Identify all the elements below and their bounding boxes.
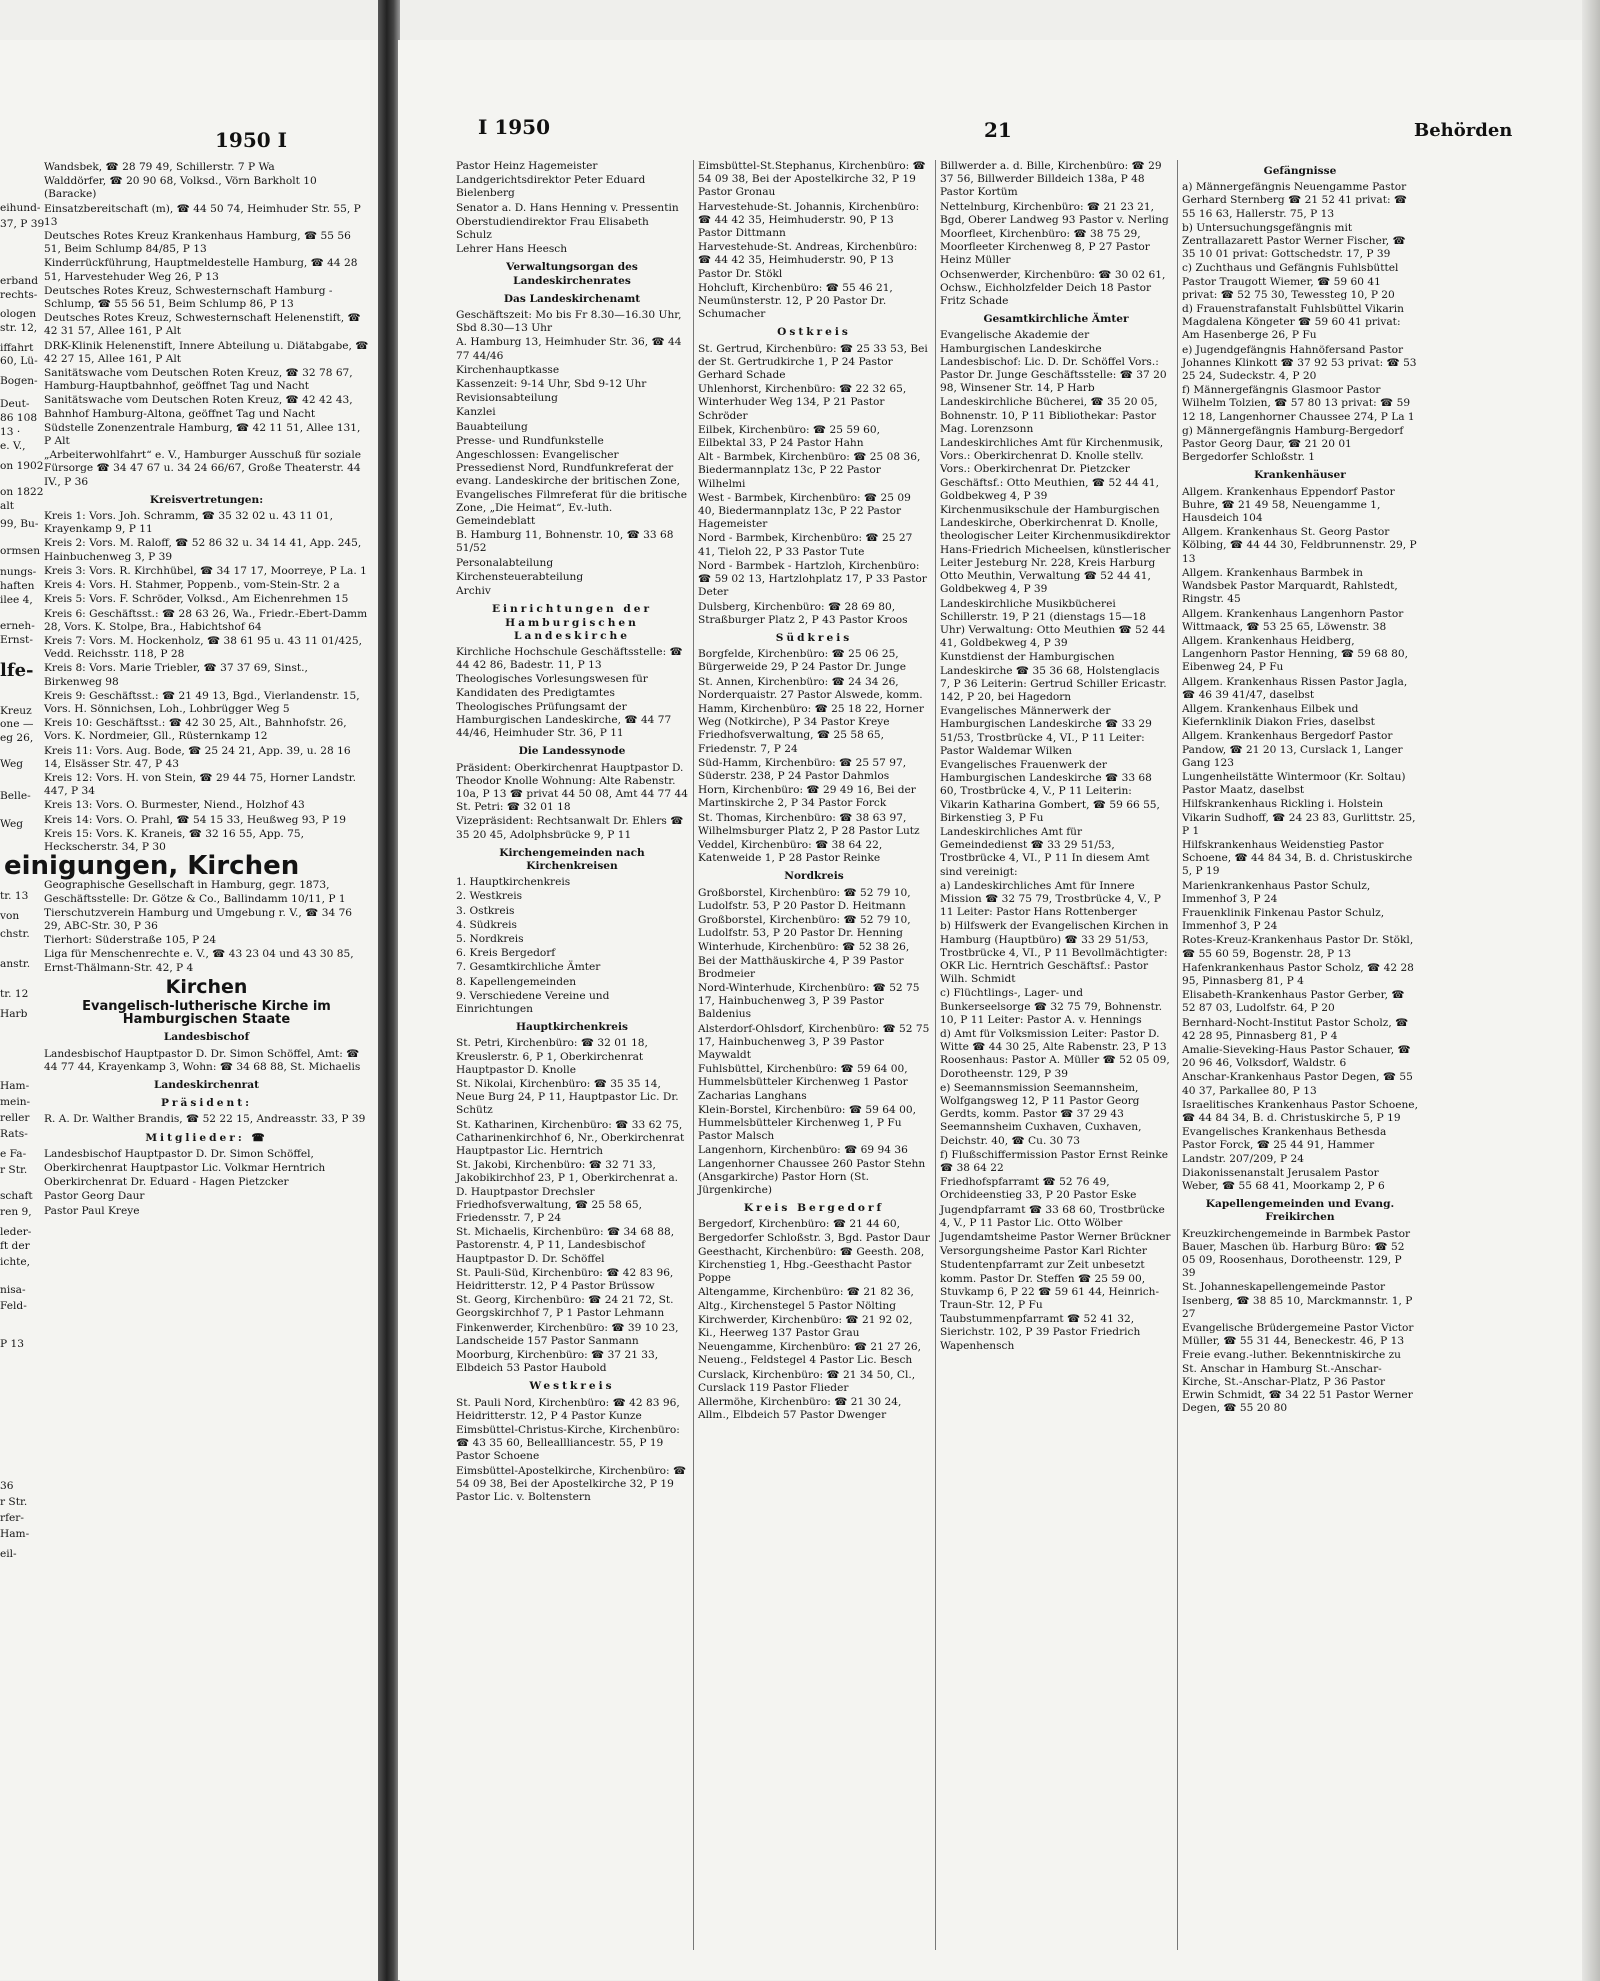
- institution-entry: Evangelische Brüdergemeine Pastor Victor Müller, ☎ 55 31 44, Beneckestr. 46, P 13: [1182, 1322, 1414, 1348]
- church-entry: Kirchenhauptkasse: [456, 363, 560, 376]
- church-entry: St. Petri, Kirchenbüro: ☎ 32 01 18, Kreuslerstr. 6, P 1, Oberkirchenrat Hauptpastor D. Knolle: [456, 1037, 648, 1076]
- church-entry: Archiv: [456, 585, 491, 598]
- institution-entry: St. Johanneskapellengemeinde Pastor Isenberg, ☎ 38 85 10, Marckmannstr. 1, P 27: [1182, 1281, 1413, 1320]
- church-entry: Horn, Kirchenbüro: ☎ 29 49 16, Bei der Martinskirche 2, P 34 Pastor Forck: [698, 784, 916, 810]
- church-entry: 3. Ostkreis: [456, 904, 515, 917]
- member-entry: Oberkirchenrat Dr. Eduard - Hagen Pietzcker: [44, 1176, 289, 1189]
- ev-lutheran-heading: Evangelisch-lutherische Kirche im Hamburgischen Staate: [82, 998, 331, 1028]
- church-entry: Geesthacht, Kirchenbüro: ☎ Geesth. 208, Kirchenstieg 1, Hbg.-Geesthacht Pastor Poppe: [698, 1245, 925, 1285]
- church-entry: St. Jakobi, Kirchenbüro: ☎ 32 71 33, Jakobikirchhof 23, P 1, Oberkirchenrat a. D. Hauptpastor Drechsler Friedhofsverwaltung, ☎ 25 58 65, Friedensstr. 7, P 24: [456, 1159, 679, 1225]
- office-entry: Jugendamtsheime Pastor Werner Brückner: [940, 1231, 1171, 1244]
- church-heading: Hauptkirchenkreis: [515, 1021, 629, 1034]
- office-entry: Ochsenwerder, Kirchenbüro: ☎ 30 02 61, Ochsw., Eichholzfelder Deich 18 Pastor Fritz Schade: [940, 268, 1166, 308]
- margin-fragment: nungs-: [0, 566, 37, 578]
- church-entry: 8. Kapellengemeinden: [456, 975, 577, 988]
- margin-fragment: on 1902: [0, 460, 44, 472]
- church-entry: West - Barmbek, Kirchenbüro: ☎ 25 09 40, Biedermannplatz 13c, P 22 Pastor Hagemeister: [698, 491, 911, 531]
- page-edge: [1582, 0, 1600, 1981]
- church-entry: Kanzlei: [456, 406, 496, 419]
- left-page: [0, 40, 380, 1980]
- margin-fragment: 86 108: [0, 412, 38, 424]
- office-entry: Landeskirchliches Amt für Gemeindedienst ☎ 33 29 51/53, Trostbrücke 4, VI., P 11 In diesem Amt sind vereinigt:: [940, 825, 1150, 878]
- margin-fragment: mein-: [0, 1096, 31, 1108]
- church-entry: Oberstudiendirektor Frau Elisabeth Schulz: [456, 215, 649, 242]
- margin-fragment: tr. 13: [0, 890, 29, 902]
- church-heading: Das Landeskirchenamt: [503, 292, 641, 305]
- member-entry: Landesbischof Hauptpastor D. Dr. Simon Schöffel,: [44, 1147, 314, 1160]
- mitglieder-heading: Mitglieder: ☎: [145, 1131, 268, 1144]
- office-heading: Gesamtkirchliche Ämter: [983, 313, 1129, 326]
- church-entry: Landgerichtsdirektor Peter Eduard Bielenberg: [456, 174, 646, 200]
- church-entry: A. Hamburg 13, Heimhuder Str. 36, ☎ 44 77 44/46: [456, 336, 682, 362]
- office-entry: Billwerder a. d. Bille, Kirchenbüro: ☎ 29 37 56, Billwerder Billdeich 138a, P 48 Pastor Kortüm: [940, 160, 1162, 199]
- church-entry: Bauabteilung: [456, 420, 528, 433]
- margin-fragment: Weg: [0, 758, 24, 770]
- margin-fragment: P 13: [0, 1338, 24, 1350]
- margin-fragment: Belle-: [0, 790, 31, 802]
- directory-entry: Deutsches Rotes Kreuz, Schwesternschaft Hamburg - Schlump, ☎ 55 56 51, Beim Schlump 86, P 13: [44, 284, 333, 311]
- directory-entry: Kreis 10: Geschäftsst.: ☎ 42 30 25, Alt., Bahnhofstr. 26, Vors. K. Nordmeier, Gll., Rüsternkamp 12: [44, 717, 347, 743]
- church-entry: Harvestehude-St. Andreas, Kirchenbüro: ☎ 44 42 35, Heimhuderstr. 90, P 13 Pastor Dr. Stökl: [698, 241, 918, 280]
- institution-entry: Rotes-Kreuz-Krankenhaus Pastor Dr. Stökl, ☎ 55 60 59, Bogenstr. 28, P 13: [1182, 934, 1414, 960]
- landesbischof-heading: Landesbischof: [163, 1031, 250, 1044]
- office-entry: a) Landeskirchliches Amt für Innere Mission ☎ 32 75 79, Trostbrücke 4, V., P 11 Leiter: Pastor Hans Rottenberger: [940, 879, 1161, 919]
- office-entry: Studentenpfarramt zur Zeit unbesetzt komm. Pastor Dr. Steffen ☎ 25 59 00, Stuvkamp 6, P 22 ☎ 59 61 44, Heinrich-Traun-Str. 12, P Fu: [940, 1259, 1160, 1312]
- margin-fragment: Ham-: [0, 1528, 30, 1540]
- institution-entry: Evangelisches Krankenhaus Bethesda Pastor Forck, ☎ 25 44 91, Hammer Landstr. 207/209, P 24: [1182, 1126, 1387, 1165]
- member-entry: Pastor Georg Daur: [44, 1190, 145, 1203]
- margin-fragment: chstr.: [0, 928, 30, 940]
- directory-entry: Wandsbek, ☎ 28 79 49, Schillerstr. 7 P Wa: [44, 161, 275, 173]
- margin-fragment: lfe-: [0, 660, 34, 681]
- margin-fragment: Bogen-: [0, 375, 38, 387]
- margin-fragment: ilee 4,: [0, 594, 33, 606]
- kirchen-heading: Kirchen: [165, 975, 248, 998]
- church-entry: 9. Verschiedene Vereine und Einrichtungen: [456, 989, 610, 1015]
- office-entry: Moorfleet, Kirchenbüro: ☎ 38 75 29, Moorfleeter Kirchenweg 8, P 27 Pastor Heinz Müller: [940, 228, 1150, 267]
- church-entry: Personalabteilung: [456, 556, 554, 569]
- church-heading: Ostkreis: [777, 326, 851, 339]
- margin-fragment: Feld-: [0, 1300, 27, 1312]
- right-column-4: [1182, 160, 1418, 1416]
- church-entry: St. Georg, Kirchenbüro: ☎ 24 21 72, St. Georgskirchhof 7, P 1 Pastor Lehmann: [456, 1294, 674, 1320]
- directory-entry: Kreis 7: Vors. M. Hockenholz, ☎ 38 61 95 u. 43 11 01/425, Vedd. Reichsstr. 118, P 28: [44, 634, 362, 661]
- directory-entry: Kreis 3: Vors. R. Kirchhübel, ☎ 34 17 17, Moorreye, P La. 1: [44, 564, 367, 577]
- institution-entry: Allgem. Krankenhaus Eppendorf Pastor Buhre, ☎ 21 49 58, Neuengamme 1, Hausdeich 104: [1182, 485, 1395, 525]
- column-rule: [693, 160, 694, 1950]
- church-heading: Nordkreis: [784, 870, 844, 883]
- institution-entry: Israelitisches Krankenhaus Pastor Schoene, ☎ 44 84 34, B. d. Christuskirche 5, P 19: [1182, 1098, 1418, 1125]
- church-entry: Großborstel, Kirchenbüro: ☎ 52 79 10, Ludolfstr. 53, P 20 Pastor D. Heitmann: [698, 886, 911, 912]
- margin-fragment: Ernst-: [0, 634, 33, 646]
- church-entry: St. Nikolai, Kirchenbüro: ☎ 35 35 14, Neue Burg 24, P 11, Hauptpastor Lic. Dr. Schütz: [456, 1078, 679, 1117]
- office-entry: d) Amt für Volksmission Leiter: Pastor D. Witte ☎ 44 30 25, Alte Rabenstr. 23, P 13 Roosenhaus: Pastor A. Müller ☎ 52 05 09, Dorotheenstr. 129, P 39: [940, 1028, 1170, 1080]
- margin-fragment: reller: [0, 1112, 30, 1124]
- directory-entry: Walddörfer, ☎ 20 90 68, Volksd., Vörn Barkholt 10 (Baracke): [44, 175, 317, 201]
- institution-entry: Frauenklinik Finkenau Pastor Schulz, Immenhof 3, P 24: [1182, 906, 1385, 933]
- church-heading: Verwaltungsorgan des Landeskirchenrates: [506, 261, 638, 287]
- institution-entry: b) Untersuchungsgefängnis mit Zentrallazarett Pastor Werner Fischer, ☎ 35 10 01 privat: Gottschedstr. 17, P 39: [1182, 221, 1406, 261]
- left-page-header: 1950 I: [215, 128, 287, 152]
- section-heading-vereinigungen: einigungen, Kirchen: [4, 851, 300, 882]
- directory-heading: Kreisvertretungen:: [149, 493, 264, 506]
- church-entry: Revisionsabteilung: [456, 392, 558, 405]
- institution-entry: Hilfskrankenhaus Weidenstieg Pastor Schoene, ☎ 44 84 34, B. d. Christuskirche 5, P 19: [1182, 838, 1413, 878]
- church-entry: Großborstel, Kirchenbüro: ☎ 52 79 10, Ludolfstr. 53, P 20 Pastor Dr. Henning: [698, 913, 911, 940]
- page-number: 21: [984, 118, 1012, 142]
- margin-fragment: Weg: [0, 818, 24, 830]
- margin-fragment: r Str.: [0, 1164, 28, 1176]
- institution-entry: Kreuzkirchengemeinde in Barmbek Pastor Bauer, Maschen üb. Harburg Büro: ☎ 52 05 09, Roosenhaus, Dorotheenstr. 129, P 39: [1182, 1227, 1411, 1280]
- margin-fragment: Harb: [0, 1008, 28, 1020]
- margin-fragment: on 1822: [0, 486, 44, 498]
- column-rule: [1177, 160, 1178, 1950]
- church-entry: 2. Westkreis: [456, 890, 523, 903]
- margin-fragment: 13 ·: [0, 426, 21, 438]
- institution-entry: Marienkrankenhaus Pastor Schulz, Immenhof 3, P 24: [1182, 879, 1371, 905]
- directory-entry: Kreis 6: Geschäftsst.: ☎ 28 63 26, Wa., Friedr.-Ebert-Damm 28, Vors. K. Stolpe, Bra., Habichtshof 64: [44, 607, 368, 633]
- office-entry: Evangelisches Frauenwerk der Hamburgischen Landeskirche ☎ 33 68 60, Trostbrücke 4, V., P 11 Leiterin: Vikarin Katharina Gombert, ☎ 59 66 55, Birkenstieg 3, P Fu: [940, 758, 1160, 824]
- church-entry: Uhlenhorst, Kirchenbüro: ☎ 22 32 65, Winterhuder Weg 134, P 21 Pastor Schröder: [698, 383, 907, 422]
- institution-entry: Allgem. Krankenhaus Eilbek und Kiefernklinik Diakon Fries, daselbst: [1182, 702, 1375, 729]
- column-rule: [935, 160, 936, 1950]
- margin-fragment: ft der: [0, 1240, 30, 1252]
- directory-entry: Kinderrückführung, Hauptmeldestelle Hamburg, ☎ 44 28 51, Harvestehuder Weg 26, P 13: [44, 257, 358, 283]
- margin-fragment: rfer-: [0, 1512, 24, 1524]
- margin-fragment: e Fa-: [0, 1148, 27, 1160]
- church-entry: St. Pauli Nord, Kirchenbüro: ☎ 42 83 96, Heidritterstr. 12, P 4 Pastor Kunze: [456, 1396, 680, 1422]
- church-entry: Alt - Barmbek, Kirchenbüro: ☎ 25 08 36, Biedermannplatz 13c, P 22 Pastor Wilhelmi: [698, 451, 921, 490]
- church-entry: Geschäftszeit: Mo bis Fr 8.30—16.30 Uhr, Sbd 8.30—13 Uhr: [456, 309, 682, 335]
- directory-entry: Kreis 9: Geschäftsst.: ☎ 21 49 13, Bgd., Vierlandenstr. 15, Vors. H. Sönnichsen, Loh., Lohbrügger Weg 5: [44, 689, 360, 715]
- church-entry: St. Pauli-Süd, Kirchenbüro: ☎ 42 83 96, Heidritterstr. 12, P 4 Pastor Brüssow: [456, 1266, 674, 1293]
- office-entry: Versorgungsheime Pastor Karl Richter: [940, 1245, 1147, 1258]
- margin-fragment: 99, Bu-: [0, 518, 39, 530]
- margin-fragment: anstr.: [0, 958, 31, 970]
- margin-fragment: nisa-: [0, 1284, 26, 1296]
- margin-fragment: erband: [0, 275, 39, 287]
- office-entry: Friedhofspfarramt ☎ 52 76 49, Orchideenstieg 33, P 20 Pastor Eske: [940, 1176, 1137, 1202]
- church-entry: 7. Gesamtkirchliche Ämter: [456, 961, 601, 974]
- office-entry: Evangelische Akademie der Hamburgischen Landeskirche Landesbischof: Lic. D. Dr. Schöffel Vors.: Pastor Dr. Junge Geschäftsstelle: ☎ 37 20 98, Winsener Str. 14, P Harb: [940, 329, 1167, 395]
- institution-entry: c) Zuchthaus und Gefängnis Fuhlsbüttel Pastor Traugott Wiemer, ☎ 59 60 41 privat: ☎ 52 75 30, Tewessteg 10, P 20: [1182, 262, 1399, 301]
- directory-entry: Kreis 12: Vors. H. von Stein, ☎ 29 44 75, Horner Landstr. 447, P 34: [44, 771, 356, 798]
- church-entry: St. Thomas, Kirchenbüro: ☎ 38 63 97, Wilhelmsburger Platz 2, P 28 Pastor Lutz: [698, 811, 920, 837]
- church-entry: Bergedorf, Kirchenbüro: ☎ 21 44 60, Bergedorfer Schloßstr. 3, Bgd. Pastor Daur: [698, 1218, 930, 1244]
- directory-entry: Kreis 8: Vors. Marie Triebler, ☎ 37 37 69, Sinst., Birkenweg 98: [44, 662, 308, 688]
- book-gutter: [378, 0, 400, 1981]
- institution-entry: g) Männergefängnis Hamburg-Bergedorf Pastor Georg Daur, ☎ 21 20 01 Bergedorfer Schloßstr. 1: [1182, 424, 1404, 464]
- institution-entry: f) Männergefängnis Glasmoor Pastor Wilhelm Tolzien, ☎ 57 80 13 privat: ☎ 59 12 18, Langenhorner Chaussee 274, P La 1: [1182, 384, 1415, 423]
- institution-entry: Elisabeth-Krankenhaus Pastor Gerber, ☎ 52 87 03, Ludolfstr. 64, P 20: [1182, 989, 1405, 1015]
- institution-entry: Hilfskrankenhaus Rickling i. Holstein Vikarin Sudhoff, ☎ 24 23 83, Gurlittstr. 25, P 1: [1182, 798, 1416, 837]
- landeskirchenrat-heading: Landeskirchenrat: [153, 1079, 259, 1091]
- church-entry: Vizepräsident: Rechtsanwalt Dr. Ehlers ☎ 35 20 45, Adolphsbrücke 9, P 11: [456, 815, 684, 841]
- institution-entry: e) Jugendgefängnis Hahnöfersand Pastor Johannes Klinkott ☎ 37 92 53 privat: ☎ 53 25 24, Sudeckstr. 4, P 20: [1182, 343, 1417, 383]
- right-page: [398, 40, 1600, 1980]
- church-entry: Curslack, Kirchenbüro: ☎ 21 34 50, Cl., Curslack 119 Pastor Flieder: [698, 1368, 916, 1394]
- right-column-2: [698, 160, 930, 1423]
- office-entry: Landeskirchliche Musikbücherei Schillerstr. 19, P 21 (dienstags 15—18 Uhr) Verwaltung: Otto Meuthien ☎ 52 44 41, Goldbekweg 4, P 39: [940, 597, 1166, 650]
- directory-entry: Sanitätswache vom Deutschen Roten Kreuz, ☎ 32 78 67, Hamburg-Hauptbahnhof, geöffnet Tag und Nacht: [44, 367, 353, 393]
- office-entry: Taubstummenpfarramt ☎ 52 41 32, Sierichstr. 102, P 39 Pastor Friedrich Wapenhensch: [940, 1313, 1141, 1352]
- church-entry: Eimsbüttel-Apostelkirche, Kirchenbüro: ☎ 54 09 38, Bei der Apostelkirche 32, P 19 Pastor Lic. v. Boltenstern: [456, 1464, 687, 1504]
- margin-fragment: 37, P 39: [0, 218, 45, 230]
- church-entry: Hohcluft, Kirchenbüro: ☎ 55 46 21, Neumünsterstr. 12, P 20 Pastor Dr. Schumacher: [698, 281, 893, 321]
- church-entry: Harvestehude-St. Johannis, Kirchenbüro: ☎ 44 42 35, Heimhuderstr. 90, P 13 Pastor Dittmann: [698, 200, 920, 240]
- church-entry: St. Michaelis, Kirchenbüro: ☎ 34 68 88, Pastorenstr. 4, P 11, Landesbischof Hauptpastor D. Dr. Schöffel: [456, 1226, 675, 1265]
- directory-entry: Kreis 5: Vors. F. Schröder, Volksd., Am Eichenrehmen 15: [44, 593, 349, 606]
- directory-entry: Kreis 1: Vors. Joh. Schramm, ☎ 35 32 02 u. 43 11 01, Krayenkamp 9, P 11: [44, 510, 334, 536]
- church-entry: Borgfelde, Kirchenbüro: ☎ 25 06 25, Bürgerweide 29, P 24 Pastor Dr. Junge: [698, 648, 907, 674]
- institution-entry: Lungenheilstätte Wintermoor (Kr. Soltau) Pastor Maatz, daselbst: [1182, 770, 1406, 797]
- directory-entry: Kreis 4: Vors. H. Stahmer, Poppenb., vom-Stein-Str. 2 a: [44, 579, 340, 592]
- margin-fragment: eil-: [0, 1548, 17, 1560]
- margin-fragment: Ham-: [0, 1080, 30, 1092]
- office-entry: b) Hilfswerk der Evangelischen Kirchen in Hamburg (Hauptbüro) ☎ 33 29 51/53, Trostbrücke 4, VI., P 11 Bevollmächtigter: OKR Lic. Herntrich Geschäftsf.: Pastor Wilh. Schmidt: [940, 920, 1169, 986]
- church-entry: Nord - Barmbek, Kirchenbüro: ☎ 25 27 41, Tieloh 22, P 33 Pastor Tute: [698, 532, 913, 558]
- church-entry: Alsterdorf-Ohlsdorf, Kirchenbüro: ☎ 52 75 17, Hainbuchenweg 3, P 39 Pastor Maywaldt: [698, 1022, 930, 1061]
- institution-entry: Diakonissenanstalt Jerusalem Pastor Weber, ☎ 55 68 41, Moorkamp 2, P 6: [1182, 1166, 1385, 1193]
- church-entry: 5. Nordkreis: [456, 932, 524, 945]
- margin-fragment: ologen: [0, 308, 37, 320]
- institution-entry: Amalie-Sieveking-Haus Pastor Schauer, ☎ 20 96 46, Volksdorf, Waldstr. 6: [1182, 1044, 1411, 1070]
- church-entry: St. Katharinen, Kirchenbüro: ☎ 33 62 75, Catharinenkirchhof 6, Nr., Oberkirchenrat Hauptpastor Lic. Herntrich: [456, 1118, 685, 1158]
- directory-entry: Deutsches Rotes Kreuz, Schwesternschaft Helenenstift, ☎ 42 31 57, Allee 161, P Alt: [44, 312, 361, 338]
- church-entry: Veddel, Kirchenbüro: ☎ 38 64 22, Katenweide 1, P 28 Pastor Reinke: [698, 838, 883, 865]
- church-entry: St. Annen, Kirchenbüro: ☎ 24 34 26, Norderquaistr. 27 Pastor Alswede, komm.: [698, 675, 923, 701]
- church-entry: Pastor Heinz Hagemeister: [456, 160, 598, 172]
- church-entry: Senator a. D. Hans Henning v. Pressentin: [456, 201, 679, 214]
- church-entry: Hamm, Kirchenbüro: ☎ 25 18 22, Horner Weg (Notkirche), P 34 Pastor Kreye Friedhofsverwaltung, ☎ 25 58 65, Friedenstr. 7, P 24: [698, 702, 924, 755]
- church-entry: B. Hamburg 11, Bohnenstr. 10, ☎ 33 68 51/52: [456, 529, 674, 555]
- margin-fragment: haften: [0, 580, 35, 592]
- directory-entry: Kreis 2: Vors. M. Raloff, ☎ 52 86 32 u. 34 14 41, App. 245, Hainbuchenweg 3, P 39: [44, 537, 362, 563]
- church-entry: Nord - Barmbek - Hartzloh, Kirchenbüro: ☎ 59 02 13, Hartzlohplatz 17, P 33 Pastor Deter: [698, 559, 927, 599]
- margin-fragment: ichte,: [0, 1256, 31, 1268]
- institution-heading: Krankenhäuser: [1254, 469, 1346, 482]
- margin-fragment: 36: [0, 1480, 14, 1492]
- margin-fragment: eihund-: [0, 202, 41, 214]
- church-entry: Fuhlsbüttel, Kirchenbüro: ☎ 59 64 00, Hummelsbütteler Kirchenweg 1 Pastor Zacharias Langhans: [698, 1063, 908, 1102]
- margin-fragment: Kreuz: [0, 705, 32, 717]
- office-entry: Landeskirchliches Amt für Kirchenmusik, Vors.: Oberkirchenrat D. Knolle stellv. Vors.: Oberkirchenrat Dr. Pietzcker Geschäftsf.: Otto Meuthien, ☎ 52 44 41, Goldbekweg 4, P 39: [940, 437, 1164, 502]
- church-entry: Kirchliche Hochschule Geschäftsstelle: ☎ 44 42 86, Badestr. 11, P 13: [456, 645, 683, 672]
- member-entry: Pastor Paul Kreye: [44, 1204, 140, 1217]
- church-entry: Finkenwerder, Kirchenbüro: ☎ 39 10 23, Landscheide 157 Pastor Sanmann: [456, 1321, 679, 1347]
- institution-entry: Allgem. Krankenhaus Barmbek in Wandsbek Pastor Marquardt, Rahlstedt, Ringstr. 45: [1182, 566, 1398, 606]
- institution-entry: Allgem. Krankenhaus Langenhorn Pastor Wittmaack, ☎ 53 25 65, Löwenstr. 38: [1182, 607, 1404, 633]
- church-entry: 1. Hauptkirchenkreis: [456, 876, 571, 889]
- right-column-3: [940, 160, 1172, 1354]
- margin-fragment: leder-: [0, 1226, 32, 1238]
- institution-entry: Anschar-Krankenhaus Pastor Degen, ☎ 55 40 37, Parkallee 80, P 13: [1182, 1071, 1413, 1097]
- office-entry: Nettelnburg, Kirchenbüro: ☎ 21 23 21, Bgd, Oberer Landweg 93 Pastor v. Nerling: [940, 200, 1169, 226]
- office-entry: e) Seemannsmission Seemannsheim, Wolfgangsweg 12, P 11 Pastor Georg Gerdts, komm. Pastor ☎ 37 29 43 Seemannsheim Cuxhaven, Cuxhaven, Deichstr. 40, ☎ Cu. 30 73: [940, 1081, 1142, 1147]
- section-title: Behörden: [1414, 120, 1513, 141]
- margin-fragment: ormsen: [0, 545, 41, 557]
- margin-fragment: erneh-: [0, 620, 35, 632]
- praesident-entry: R. A. Dr. Walther Brandis, ☎ 52 22 15, Andreasstr. 33, P 39: [44, 1113, 366, 1126]
- margin-fragment: one —: [0, 718, 34, 730]
- directory-entry: Sanitätswache vom Deutschen Roten Kreuz, ☎ 42 42 43, Bahnhof Hamburg-Altona, geöffnet Tag und Nacht: [44, 394, 353, 420]
- margin-fragment: rechts-: [0, 289, 38, 301]
- church-entry: Presse- und Rundfunkstelle: [456, 434, 604, 447]
- office-entry: Kirchenmusikschule der Hamburgischen Landeskirche, Oberkirchenrat D. Knolle, theologischer Leiter Kirchenmusikdirektor Hans-Friedrich Micheelsen, künstlerischer Leiter Jesteburg Nr. 228, Kreis Harburg Otto Meuthin, Verwaltung ☎ 52 44 41, Goldbekweg 4, P 39: [940, 504, 1171, 596]
- margin-fragment: 60, Lü-: [0, 355, 38, 367]
- society-entry: Tierschutzverein Hamburg und Umgebung r. V., ☎ 34 76 29, ABC-Str. 30, P 36: [44, 906, 353, 932]
- directory-entry: Südstelle Zonenzentrale Hamburg, ☎ 42 11 51, Allee 131, P Alt: [44, 421, 361, 448]
- institution-entry: Freie evang.-luther. Bekenntniskirche zu St. Anschar in Hamburg St.-Anschar-Kirche, St.-Anschar-Platz, P 36 Pastor Erwin Schmidt, ☎ 34 22 51 Pastor Werner Degen, ☎ 55 20 80: [1182, 1349, 1413, 1415]
- margin-fragment: eg 26,: [0, 732, 34, 744]
- directory-entry: Deutsches Rotes Kreuz Krankenhaus Hamburg, ☎ 55 56 51, Beim Schlump 84/85, P 13: [44, 230, 351, 256]
- church-entry: Lehrer Hans Heesch: [456, 243, 568, 256]
- church-entry: Angeschlossen: Evangelischer Pressedienst Nord, Rundfunkreferat der evang. Landeskirche der britischen Zone, Evangelisches Filmreferat für die britische Zone, „Die Heimat“, Ev.-luth. Gemeindeblatt: [456, 449, 687, 528]
- institution-entry: Allgem. Krankenhaus St. Georg Pastor Kölbing, ☎ 44 44 30, Feldbrunnenstr. 29, P 13: [1182, 526, 1417, 565]
- institution-heading: Gefängnisse: [1263, 165, 1337, 177]
- landesbischof-entry: Landesbischof Hauptpastor D. Dr. Simon Schöffel, Amt: ☎ 44 77 44, Krayenkamp 3, Wohn: ☎ 34 68 88, St. Michaelis: [44, 1047, 361, 1073]
- church-entry: St. Gertrud, Kirchenbüro: ☎ 25 33 53, Bei der St. Gertrudkirche 1, P 24 Pastor Gerhard Schade: [698, 342, 928, 382]
- church-entry: Kirchensteuerabteilung: [456, 570, 584, 583]
- church-heading: Südkreis: [775, 631, 853, 644]
- margin-fragment: r Str.: [0, 1496, 28, 1508]
- church-entry: Theologisches Prüfungsamt der Hamburgischen Landeskirche, ☎ 44 77 44/46, Heimhuder Str. 36, P 11: [456, 700, 672, 740]
- church-entry: Moorburg, Kirchenbüro: ☎ 37 21 33, Elbdeich 53 Pastor Haubold: [456, 1349, 659, 1375]
- church-entry: Kirchwerder, Kirchenbüro: ☎ 21 92 02, Ki., Heerweg 137 Pastor Grau: [698, 1313, 913, 1340]
- office-entry: Evangelisches Männerwerk der Hamburgischen Landeskirche ☎ 33 29 51/53, Trostbrücke 4, VI., P 11 Leiter: Pastor Waldemar Wilken: [940, 705, 1152, 757]
- member-entry: Oberkirchenrat Hauptpastor Lic. Volkmar Herntrich: [44, 1162, 326, 1175]
- margin-fragment: alt: [0, 500, 14, 512]
- institution-entry: d) Frauenstrafanstalt Fuhlsbüttel Vikarin Magdalena Köngeter ☎ 59 60 41 privat: Am Hasenberge 26, P Fu: [1182, 303, 1404, 342]
- directory-entry: Einsatzbereitschaft (m), ☎ 44 50 74, Heimhuder Str. 55, P 13: [44, 202, 361, 228]
- office-entry: Jugendpfarramt ☎ 33 68 60, Trostbrücke 4, V., P 11 Pastor Lic. Otto Wölber: [940, 1203, 1165, 1229]
- directory-entry: Kreis 11: Vors. Aug. Bode, ☎ 25 24 21, App. 39, u. 28 16 14, Elsässer Str. 47, P 43: [44, 744, 351, 770]
- church-entry: Kassenzeit: 9-14 Uhr, Sbd 9-12 Uhr: [456, 378, 647, 391]
- margin-fragment: Deut-: [0, 398, 30, 410]
- church-entry: Langenhorn, Kirchenbüro: ☎ 69 94 36 Langenhorner Chaussee 260 Pastor Stehn (Ansgarkirche) Pastor Horn (St. Jürgenkirche): [698, 1144, 926, 1197]
- directory-entry: DRK-Klinik Helenenstift, Innere Abteilung u. Diätabgabe, ☎ 42 27 15, Allee 161, P Alt: [44, 339, 369, 365]
- church-entry: Winterhude, Kirchenbüro: ☎ 52 38 26, Bei der Matthäuskirche 4, P 39 Pastor Brodmeier: [698, 941, 910, 980]
- church-entry: 6. Kreis Bergedorf: [456, 947, 556, 960]
- church-entry: Eilbek, Kirchenbüro: ☎ 25 59 60, Eilbektal 33, P 24 Pastor Hahn: [698, 423, 881, 450]
- institution-entry: a) Männergefängnis Neuengamme Pastor Gerhard Sternberg ☎ 21 52 41 privat: ☎ 55 16 63, Hallerstr. 75, P 13: [1182, 181, 1408, 220]
- office-entry: Kunstdienst der Hamburgischen Landeskirche ☎ 35 36 68, Holstenglacis 7, P 36 Leiterin: Gertrud Schiller Ericastr. 142, P 20, bei Hagedorn: [940, 651, 1167, 703]
- church-entry: Allermöhe, Kirchenbüro: ☎ 21 30 24, Allm., Elbdeich 57 Pastor Dwenger: [698, 1396, 902, 1422]
- institution-entry: Bernhard-Nocht-Institut Pastor Scholz, ☎ 42 28 95, Pinnasberg 81, P 4: [1182, 1016, 1409, 1042]
- right-column-1: [456, 160, 688, 1505]
- church-heading: Die Landessynode: [518, 745, 626, 758]
- directory-entry: Kreis 13: Vors. O. Burmester, Niend., Holzhof 43: [44, 799, 305, 812]
- church-entry: Eimsbüttel-St.Stephanus, Kirchenbüro: ☎ 54 09 38, Bei der Apostelkirche 32, P 19 Pastor Gronau: [698, 160, 926, 199]
- margin-fragment: Rats-: [0, 1128, 28, 1140]
- margin-fragment: e. V.,: [0, 440, 26, 452]
- church-entry: Altengamme, Kirchenbüro: ☎ 21 82 36, Altg., Kirchenstegel 5 Pastor Nölting: [698, 1286, 914, 1312]
- right-page-header-year: I 1950: [478, 115, 550, 139]
- church-entry: Neuengamme, Kirchenbüro: ☎ 21 27 26, Neueng., Feldstegel 4 Pastor Lic. Besch: [698, 1341, 921, 1367]
- society-entry: Geographische Gesellschaft in Hamburg, gegr. 1873, Geschäftsstelle: Dr. Götze & Co., Ballindamm 10/11, P 1: [44, 879, 346, 905]
- church-heading: Kirchengemeinden nach Kirchenkreisen: [499, 846, 645, 872]
- directory-entry: Kreis 15: Vors. K. Kraneis, ☎ 32 16 55, App. 75, Heckscherstr. 34, P 30: [44, 827, 305, 853]
- praesident-heading: Präsident:: [160, 1097, 253, 1110]
- church-entry: Dulsberg, Kirchenbüro: ☎ 28 69 80, Straßburger Platz 2, P 43 Pastor Kroos: [698, 600, 908, 626]
- church-entry: Präsident: Oberkirchenrat Hauptpastor D. Theodor Knolle Wohnung: Alte Rabenstr. 10a, P 13 ☎ privat 44 50 08, Amt 44 77 44 St. Petri: ☎ 32 01 18: [456, 761, 689, 814]
- church-entry: 4. Südkreis: [456, 918, 517, 931]
- church-heading: Einrichtungen der Hamburgischen Landeskirche: [491, 603, 653, 642]
- society-entry: Liga für Menschenrechte e. V., ☎ 43 23 04 und 43 30 85, Ernst-Thälmann-Str. 42, P 4: [44, 948, 354, 974]
- directory-entry: Kreis 14: Vors. O. Prahl, ☎ 54 15 33, Heußweg 93, P 19: [44, 813, 346, 826]
- institution-entry: Allgem. Krankenhaus Rissen Pastor Jagla, ☎ 46 39 41/47, daselbst: [1182, 675, 1408, 701]
- society-entry: Tierhort: Süderstraße 105, P 24: [44, 934, 217, 947]
- church-entry: Nord-Winterhude, Kirchenbüro: ☎ 52 75 17, Hainbuchenweg 3, P 39 Pastor Baldenius: [698, 981, 920, 1021]
- margin-fragment: ren 9,: [0, 1206, 32, 1218]
- office-entry: c) Flüchtlings-, Lager- und Bunkerseelsorge ☎ 32 75 79, Bohnenstr. 10, P 11 Leiter: Pastor A. v. Hennings: [940, 987, 1163, 1026]
- church-heading: Kreis Bergedorf: [743, 1202, 885, 1215]
- office-entry: Landeskirchliche Bücherei, ☎ 35 20 05, Bohnenstr. 10, P 11 Bibliothekar: Pastor Mag. Lorenzsonn: [940, 396, 1158, 435]
- margin-fragment: tr. 12: [0, 988, 29, 1000]
- institution-heading: Kapellengemeinden und Evang. Freikirchen: [1205, 1198, 1395, 1224]
- church-heading: Westkreis: [529, 1380, 615, 1393]
- directory-entry: „Arbeiterwohlfahrt“ e. V., Hamburger Ausschuß für soziale Fürsorge ☎ 34 47 67 u. 34 24 66/67, Große Theaterstr. 44 IV., P 36: [44, 449, 362, 488]
- church-entry: Süd-Hamm, Kirchenbüro: ☎ 25 57 97, Süderstr. 238, P 24 Pastor Dahmlos: [698, 756, 907, 782]
- margin-fragment: von: [0, 910, 20, 922]
- institution-entry: Hafenkrankenhaus Pastor Scholz, ☎ 42 28 95, Pinnasberg 81, P 4: [1182, 961, 1414, 987]
- church-entry: Theologisches Vorlesungswesen für Kandidaten des Predigtamtes: [456, 673, 648, 699]
- institution-entry: Allgem. Krankenhaus Heidberg, Langenhorn Pastor Henning, ☎ 59 68 80, Eibenweg 24, P Fu: [1182, 634, 1408, 674]
- margin-fragment: iffahrt: [0, 342, 34, 354]
- church-entry: Klein-Borstel, Kirchenbüro: ☎ 59 64 00, Hummelsbütteler Kirchenweg 1, P Fu Pastor Malsch: [698, 1103, 916, 1143]
- office-entry: f) Flußschiffermission Pastor Ernst Reinke ☎ 38 64 22: [940, 1148, 1169, 1175]
- church-entry: Eimsbüttel-Christus-Kirche, Kirchenbüro: ☎ 43 35 60, Belleallliancestr. 55, P 19 Pastor Schoene: [456, 1424, 680, 1463]
- margin-fragment: schaft: [0, 1190, 33, 1202]
- margin-fragment: str. 12,: [0, 322, 38, 334]
- institution-entry: Allgem. Krankenhaus Bergedorf Pastor Pandow, ☎ 21 20 13, Curslack 1, Langer Gang 123: [1182, 730, 1403, 769]
